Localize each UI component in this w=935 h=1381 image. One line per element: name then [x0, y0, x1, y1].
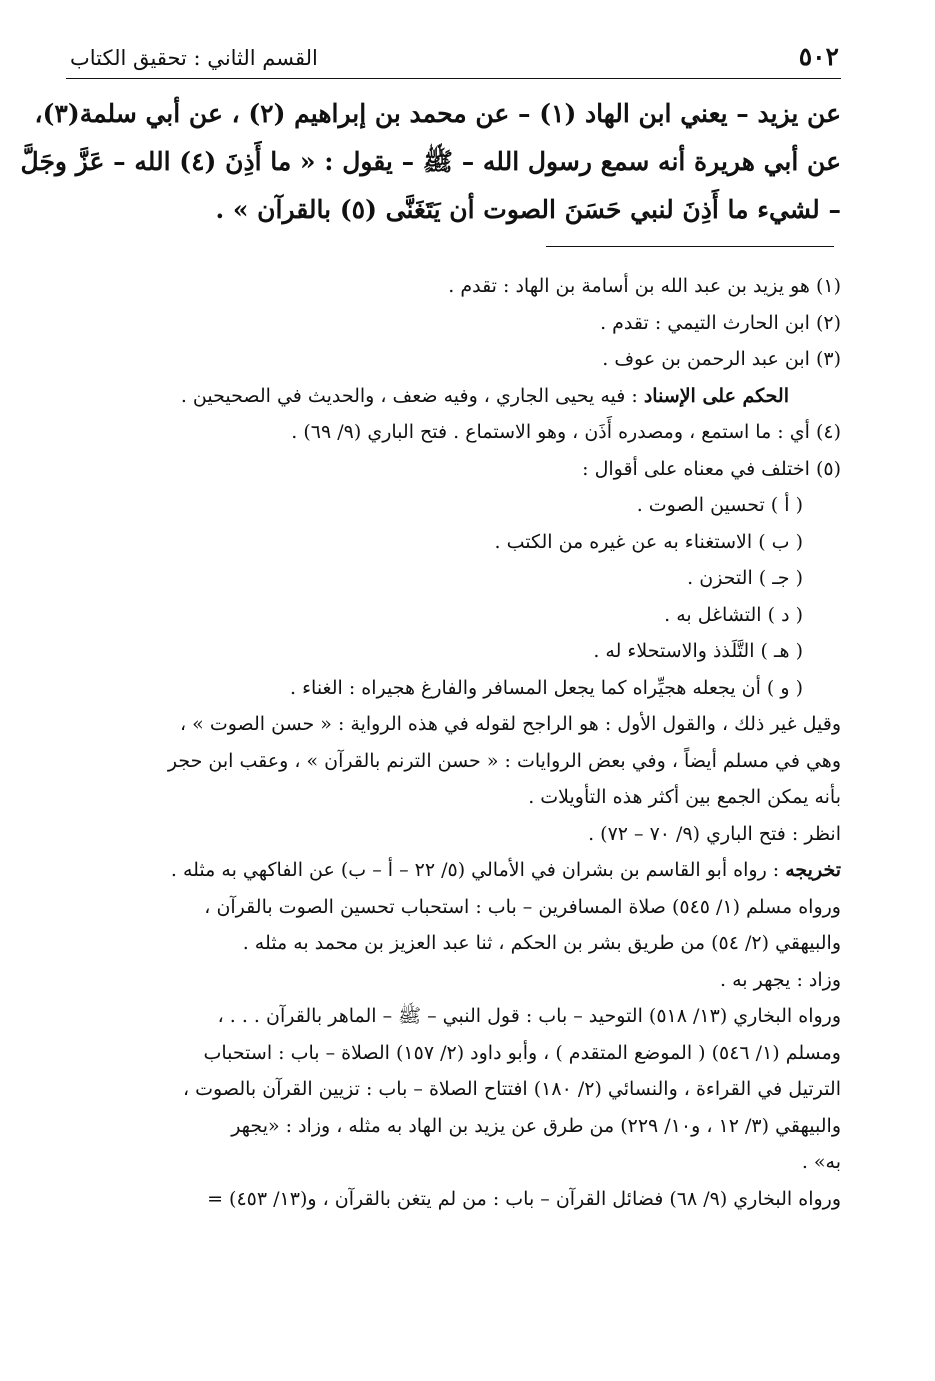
running-title: القسم الثاني : تحقيق الكتاب [70, 46, 318, 70]
footnote-3: (٣) ابن عبد الرحمن بن عوف . [602, 348, 841, 370]
hadith-text [20, 90, 841, 234]
discussion-line: وقيل غير ذلك ، والقول الأول : هو الراجح لقوله في هذه الرواية : « حسن الصوت » ، [179, 713, 841, 735]
bukhari-line: ومسلم (١/ ٥٤٦) ( الموضع المتقدم ) ، وأبو داود (٢/ ١٥٧) الصلاة – باب : استحباب [203, 1041, 841, 1064]
discussion-line: وهي في مسلم أيضاً ، وفي بعض الروايات : « حسن الترنم بالقرآن » ، وعقب ابن حجر [167, 749, 841, 772]
muslim-line: والبيهقي (٢/ ٥٤) من طريق بشر بن الحكم ، ثنا عبد العزيز بن محمد به مثله . [242, 932, 841, 954]
last-line: ورواه البخاري (٩/ ٦٨) فضائل القرآن – باب : من لم يتغن بالقرآن ، و(١٣/ ٤٥٣) = [207, 1187, 841, 1210]
bukhari-line: والبيهقي (٣/ ١٢ ، و١٠/ ٢٢٩) من طرق عن يزيد بن الهاد به مثله ، وزاد : «يجهر [231, 1114, 841, 1137]
isnad-ruling [66, 378, 841, 415]
meaning-option-j: ( جـ ) التحزن . [687, 567, 803, 589]
bukhari-line: الترتيل في القراءة ، والنسائي (٢/ ١٨٠) افتتاح الصلاة – باب : تزيين القرآن بالصوت ، [182, 1078, 841, 1100]
takhrij-text: : رواه أبو القاسم بن بشران في الأمالي (٥/ ٢٢ – أ – ب) عن الفاكهي به مثله . [170, 859, 786, 881]
isnad-ruling-text: : فيه يحيى الجاري ، وفيه ضعف ، والحديث في الصحيحين . [180, 384, 644, 407]
takhrij-line [66, 852, 841, 889]
footnote-separator [546, 246, 834, 247]
meaning-option-h: ( هـ ) التَّلَذذ والاستحلاء له . [593, 640, 803, 662]
reference-line: انظر : فتح الباري (٩/ ٧٠ – ٧٢) . [588, 822, 841, 845]
footnotes [66, 268, 841, 1217]
footnote-1: (١) هو يزيد بن عبد الله بن أسامة بن الهاد : تقدم . [448, 275, 841, 297]
footnote-5: (٥) اختلف في معناه على أقوال : [582, 457, 841, 480]
meaning-option-a: ( أ ) تحسين الصوت . [636, 494, 803, 516]
isnad-ruling-label: الحكم على الإسناد [643, 384, 789, 407]
meaning-option-b: ( ب ) الاستغناء به عن غيره من الكتب . [494, 530, 803, 553]
meaning-option-d: ( د ) التشاغل به . [664, 603, 803, 626]
discussion-line: بأنه يمكن الجمع بين أكثر هذه التأويلات . [528, 786, 841, 808]
page-number: ٥٠٢ [798, 42, 839, 71]
footnote-2: (٢) ابن الحارث التيمي : تقدم . [600, 311, 841, 334]
hadith-line: عن أبي هريرة أنه سمع رسول الله – ﷺ – يقول : « ما أَذِنَ (٤) الله – عَزَّ وجَلَّ [20, 147, 841, 176]
page-header [66, 38, 841, 79]
hadith-line: – لشيء ما أَذِنَ لنبي حَسَنَ الصوت أن يَتَغَنَّى (٥) بالقرآن » . [215, 195, 841, 224]
bukhari-line: به» . [801, 1151, 841, 1173]
takhrij-label: تخريجه [785, 859, 841, 881]
bukhari-line: ورواه البخاري (١٣/ ٥١٨) التوحيد – باب : قول النبي – ﷺ – الماهر بالقرآن . . . ، [217, 1005, 841, 1027]
meaning-option-w: ( و ) أن يجعله هجيِّراه كما يجعل المسافر والفارغ هجيراه : الغناء . [290, 676, 803, 699]
muslim-line: ورواه مسلم (١/ ٥٤٥) صلاة المسافرين – باب : استحباب تحسين الصوت بالقرآن ، [204, 895, 841, 918]
footnote-4: (٤) أي : ما استمع ، ومصدره أَذَن ، وهو الاستماع . فتح الباري (٩/ ٦٩) . [291, 421, 841, 443]
addition-line: وزاد : يجهر به . [720, 968, 841, 991]
hadith-line: عن يزيد – يعني ابن الهاد (١) – عن محمد بن إبراهيم (٢) ، عن أبي سلمة(٣)، [34, 99, 841, 128]
